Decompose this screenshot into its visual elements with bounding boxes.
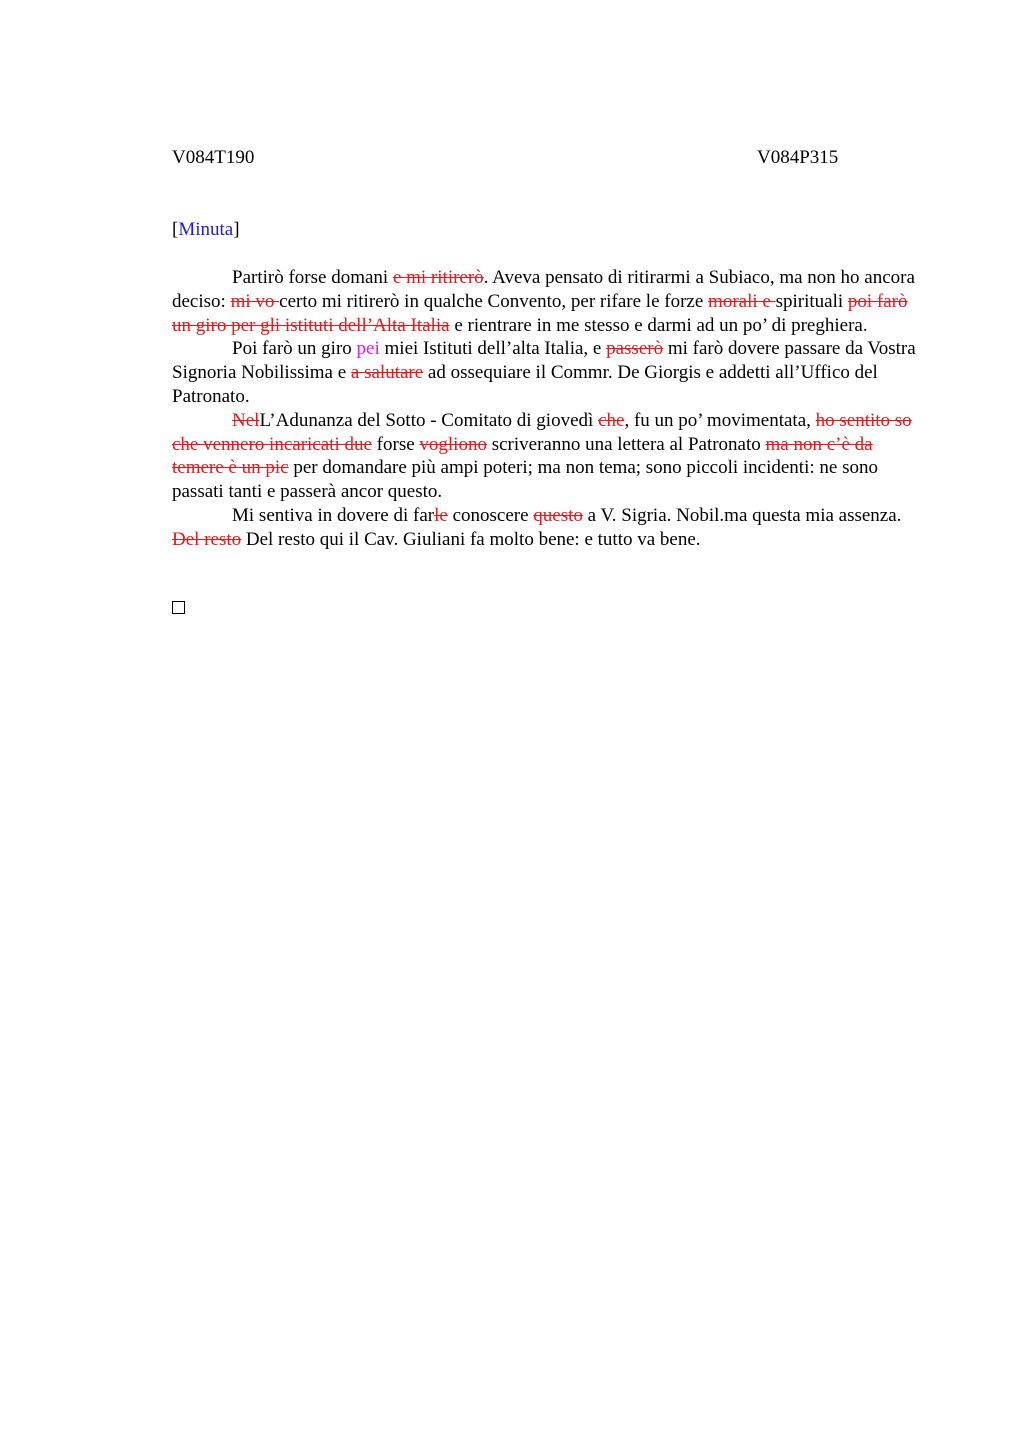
text-run: , fu un po’ movimentata, bbox=[624, 409, 816, 431]
paragraph bbox=[172, 337, 920, 408]
label-text: Minuta bbox=[178, 219, 234, 240]
text-run: a V. Sigria. Nobil.ma questa mia assenza. bbox=[582, 504, 902, 526]
deleted-text: questo bbox=[533, 504, 583, 526]
deleted-text: e mi ritirerò bbox=[392, 267, 484, 288]
deleted-text: poi farò un giro per gli istituti dell’Alta Italia bbox=[172, 290, 908, 336]
text-run: e rientrare in me stesso e darmi ad un po’ di preghiera. bbox=[449, 314, 868, 336]
letter-body bbox=[172, 266, 920, 552]
text-run: Del resto qui il Cav. Giuliani fa molto bene: e tutto va bene. bbox=[241, 528, 701, 550]
deleted-text: a salutare bbox=[350, 362, 424, 384]
text-run: Mi sentiva in dovere di far bbox=[232, 504, 435, 526]
text-run: per domandare più ampi poteri; ma non tema; sono piccoli incidenti: ne sono passati tanti e passerà ancor questo. bbox=[172, 457, 878, 503]
text-run: forse bbox=[371, 433, 420, 455]
deleted-text: ma non c’è da temere è un pic bbox=[172, 433, 873, 479]
text-run: certo mi ritirerò in qualche Convento, per rifare le forze bbox=[279, 290, 709, 312]
paragraph bbox=[172, 504, 920, 552]
text-run: Poi farò un giro bbox=[232, 338, 357, 360]
text-run: conoscere bbox=[447, 504, 534, 526]
end-square-icon bbox=[172, 601, 185, 614]
text-run: L’Adunanza del Sotto - Comitato di giovedì bbox=[259, 409, 599, 431]
inserted-text: pei bbox=[356, 338, 380, 360]
paragraph bbox=[172, 409, 920, 504]
minuta-label bbox=[172, 219, 240, 241]
deleted-text: che bbox=[598, 409, 625, 431]
text-run: . Aveva pensato di ritirarmi a Subiaco, ma non ho ancora deciso: bbox=[172, 267, 915, 312]
deleted-text: ho sentito so che vennero incaricati due bbox=[172, 409, 912, 455]
text-run: scriveranno una lettera al Patronato bbox=[486, 433, 766, 455]
deleted-text: le bbox=[434, 504, 448, 526]
label-close-bracket: ] bbox=[233, 219, 240, 240]
text-run: Partirò forse domani bbox=[232, 267, 393, 288]
deleted-text: Del resto bbox=[172, 528, 242, 550]
label-open-bracket: [ bbox=[172, 219, 179, 240]
text-run: spirituali bbox=[775, 290, 848, 312]
deleted-text: Nel bbox=[232, 409, 260, 431]
deleted-text: passerò bbox=[606, 338, 664, 360]
document-code-left: V084T190 bbox=[172, 147, 255, 168]
deleted-text: morali e bbox=[708, 290, 776, 312]
paragraph bbox=[172, 266, 920, 337]
document-code-right: V084P315 bbox=[757, 147, 839, 168]
text-run: miei Istituti dell’alta Italia, e bbox=[379, 338, 607, 360]
deleted-text: mi vo bbox=[230, 290, 280, 312]
text-run: mi farò dovere passare da Vostra Signoria Nobilissima e bbox=[172, 338, 916, 384]
deleted-text: vogliono bbox=[419, 433, 487, 455]
text-run: ad ossequiare il Commr. De Giorgis e addetti all’Uffico del Patronato. bbox=[172, 362, 878, 407]
